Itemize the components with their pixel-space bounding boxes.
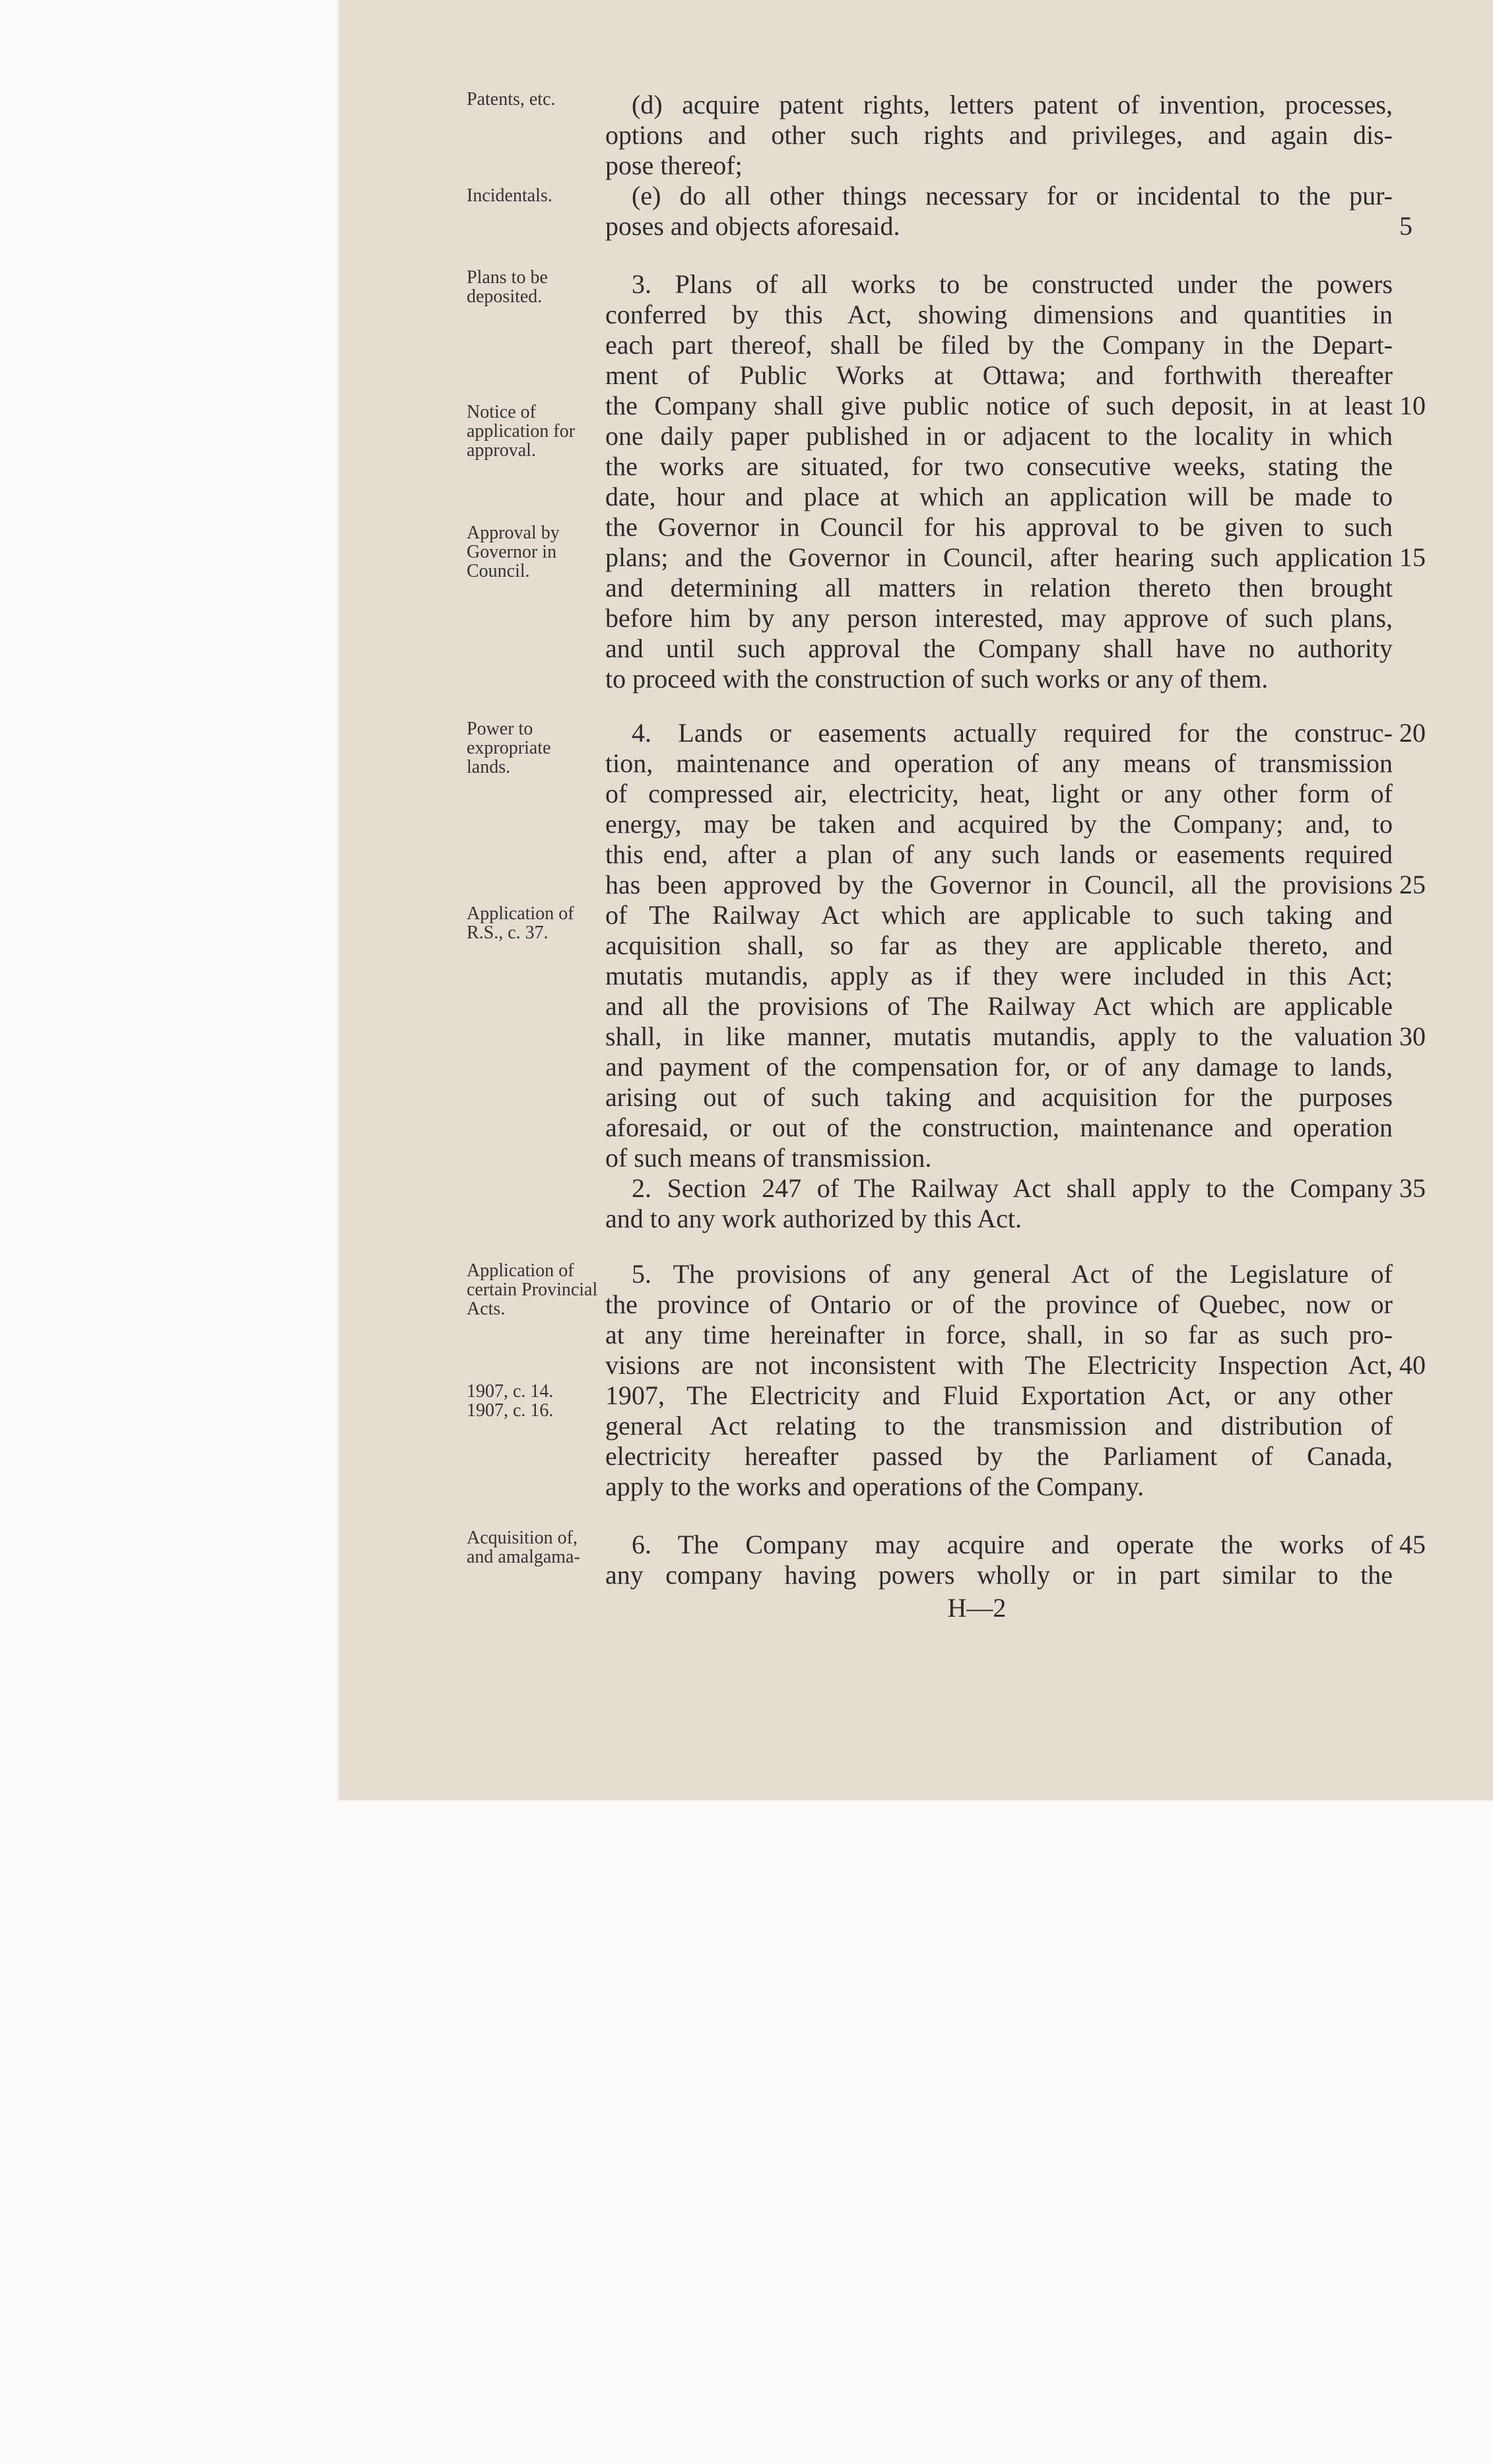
section-5-line: 5. The provisions of any general Act of the Legislature of — [632, 1259, 1393, 1289]
section-4-line: 4. Lands or easements actually required for the construc- — [632, 718, 1393, 748]
text-line: general Act relating to the transmission and distribution of — [605, 1411, 1393, 1441]
page-footer: H—2 — [947, 1593, 1007, 1623]
text-line: aforesaid, or out of the construction, maintenance and operation — [605, 1113, 1393, 1142]
text-line: and all the provisions of The Railway Act which are applicable — [605, 991, 1393, 1021]
text-line: this end, after a plan of any such lands or easements required — [605, 839, 1393, 869]
text-line: to proceed with the construction of such works or any of them. — [605, 664, 1269, 694]
margin-note-notice-of-application: Notice of application for approval. — [467, 402, 576, 461]
subsection-2-line: 2. Section 247 of The Railway Act shall apply to the Company — [632, 1173, 1393, 1203]
text-line: plans; and the Governor in Council, after hearing such application — [605, 542, 1393, 572]
line-number: 40 — [1399, 1350, 1426, 1380]
margin-note-power-to-expropriate: Power to expropriate lands. — [467, 719, 551, 777]
text-line: (e) do all other things necessary for or incidental to the pur- — [632, 181, 1393, 211]
margin-note-plans-deposited: Plans to be deposited. — [467, 267, 548, 307]
text-line: the works are situated, for two consecutive weeks, stating the — [605, 451, 1393, 481]
text-line: 1907, The Electricity and Fluid Exportation Act, or any other — [605, 1380, 1393, 1410]
text-line: conferred by this Act, showing dimensions and quantities in — [605, 300, 1393, 329]
text-line: tion, maintenance and operation of any means of transmission — [605, 748, 1393, 778]
line-number: 20 — [1399, 718, 1426, 748]
text-line: and determining all matters in relation thereto then brought — [605, 573, 1393, 602]
text-line: pose thereof; — [605, 150, 743, 180]
text-line: one daily paper published in or adjacent to the locality in which — [605, 421, 1393, 451]
line-number: 35 — [1399, 1173, 1426, 1203]
text-line: and to any work authorized by this Act. — [605, 1204, 1022, 1233]
margin-note-incidentals: Incidentals. — [467, 185, 552, 206]
line-number: 45 — [1399, 1530, 1426, 1559]
text-line: apply to the works and operations of the Company. — [605, 1472, 1145, 1501]
text-line: ment of Public Works at Ottawa; and forthwith thereafter — [605, 360, 1393, 390]
line-number: 15 — [1399, 542, 1426, 572]
margin-note-approval-by-governor: Approval by Governor in Council. — [467, 523, 560, 581]
text-line: of compressed air, electricity, heat, light or any other form of — [605, 779, 1393, 808]
text-line: shall, in like manner, mutatis mutandis, apply to the valuation — [605, 1021, 1393, 1051]
text-line: visions are not inconsistent with The Electricity Inspection Act, — [605, 1350, 1393, 1380]
margin-note-statute-citations: 1907, c. 14. 1907, c. 16. — [467, 1381, 554, 1421]
line-number: 10 — [1399, 391, 1426, 420]
text-line: at any time hereinafter in force, shall, in so far as such pro- — [605, 1320, 1393, 1349]
margin-note-application-rs: Application of R.S., c. 37. — [467, 903, 574, 943]
margin-note-provincial-acts: Application of certain Provincial Acts. — [467, 1260, 598, 1319]
text-line: energy, may be taken and acquired by the Company; and, to — [605, 809, 1393, 839]
margin-note-patents: Patents, etc. — [467, 89, 556, 110]
text-line: before him by any person interested, may approve of such plans, — [605, 603, 1393, 633]
line-number: 5 — [1399, 211, 1412, 241]
text-line: the Governor in Council for his approval to be given to such — [605, 512, 1393, 542]
text-line: mutatis mutandis, apply as if they were included in this Act; — [605, 961, 1393, 990]
line-number: 30 — [1399, 1021, 1426, 1051]
text-line: the province of Ontario or of the province of Quebec, now or — [605, 1289, 1393, 1319]
text-line: and until such approval the Company shall have no authority — [605, 633, 1393, 663]
text-line: of such means of transmission. — [605, 1143, 932, 1173]
text-line: electricity hereafter passed by the Parliament of Canada, — [605, 1441, 1393, 1471]
text-line: each part thereof, shall be filed by the Company in the Depart- — [605, 330, 1393, 360]
text-line: date, hour and place at which an application will be made to — [605, 482, 1393, 511]
text-line: options and other such rights and privileges, and again dis- — [605, 120, 1393, 150]
text-line: acquisition shall, so far as they are applicable thereto, and — [605, 930, 1393, 960]
text-line: has been approved by the Governor in Council, all the provisions — [605, 870, 1393, 899]
text-line: the Company shall give public notice of such deposit, in at least — [605, 391, 1393, 420]
text-line: any company having powers wholly or in part similar to the — [605, 1560, 1393, 1590]
text-line: arising out of such taking and acquisition for the purposes — [605, 1082, 1393, 1112]
text-line: of The Railway Act which are applicable to such taking and — [605, 900, 1393, 930]
text-line: (d) acquire patent rights, letters patent of invention, processes, — [632, 90, 1393, 119]
text-line: poses and objects aforesaid. — [605, 211, 900, 241]
text-line: and payment of the compensation for, or of any damage to lands, — [605, 1052, 1393, 1082]
margin-note-acquisition: Acquisition of, and amalgama- — [467, 1528, 580, 1567]
line-number: 25 — [1399, 870, 1426, 899]
section-6-line: 6. The Company may acquire and operate the works of — [632, 1530, 1393, 1559]
section-3-line: 3. Plans of all works to be constructed under the powers — [632, 269, 1393, 299]
